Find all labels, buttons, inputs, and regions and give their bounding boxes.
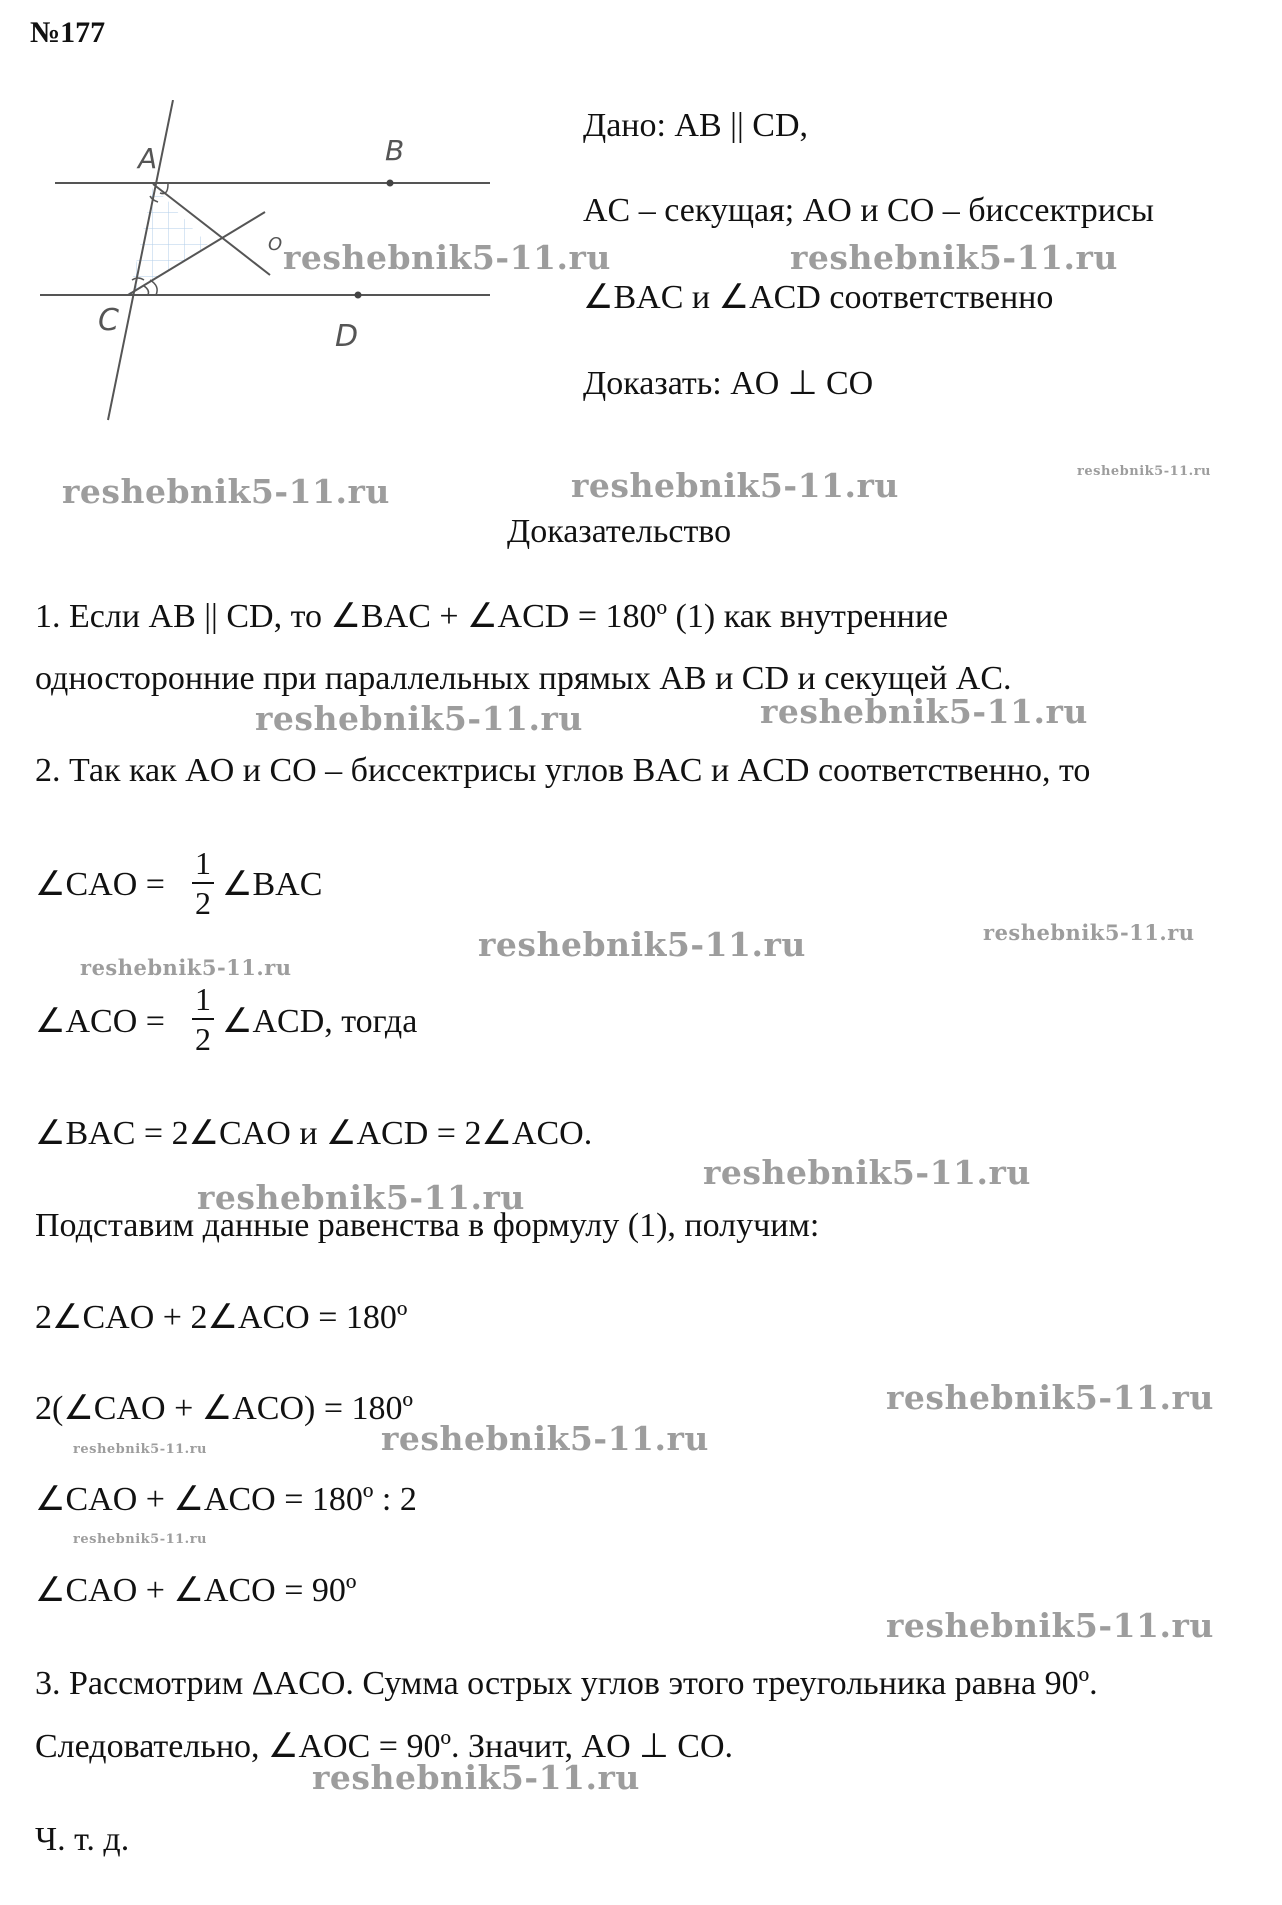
label-o: O: [268, 234, 283, 255]
proof-heading: Доказательство: [507, 513, 732, 550]
step-1-line-2: односторонние при параллельных прямых AB и CD и секущей AC.: [35, 660, 1012, 697]
watermark: reshebnik5-11.ru: [478, 925, 806, 964]
substitution-line: Подставим данные равенства в формулу (1), получим:: [35, 1207, 820, 1244]
label-a: A: [138, 142, 158, 175]
watermark: reshebnik5-11.ru: [80, 955, 292, 980]
watermark: reshebnik5-11.ru: [886, 1606, 1214, 1645]
eq2-fraction: [192, 982, 214, 1056]
step-3-line-1: 3. Рассмотрим ΔACO. Сумма острых углов этого треугольника равна 90º.: [35, 1665, 1098, 1702]
eq2-right: ∠ACD, тогда: [222, 1003, 418, 1040]
given-line-3: ∠BAC и ∠ACD соответственно: [583, 279, 1054, 316]
eq1-frac-num: 1: [195, 845, 211, 881]
eq2-left: ∠ACO =: [35, 1003, 165, 1040]
step-1-line-1: 1. Если AB || CD, то ∠BAC + ∠ACD = 180º (1) как внутренние: [35, 598, 949, 635]
angle-arc-c-2: [150, 280, 157, 295]
qed: Ч. т. д.: [35, 1821, 130, 1858]
eq2-frac-num: 1: [195, 981, 211, 1017]
eq5: 2(∠CAO + ∠ACO) = 180º: [35, 1390, 414, 1427]
step-3-line-2: Следовательно, ∠AOC = 90º. Значит, AO ⊥ CO.: [35, 1728, 734, 1765]
watermark: reshebnik5-11.ru: [381, 1419, 709, 1458]
eq2-frac-bar: [192, 1018, 214, 1020]
eq1-frac-den: 2: [195, 885, 211, 921]
watermark: reshebnik5-11.ru: [312, 1758, 640, 1797]
watermark: reshebnik5-11.ru: [571, 466, 899, 505]
watermark: reshebnik5-11.ru: [703, 1153, 1031, 1192]
eq6: ∠CAO + ∠ACO = 180º : 2: [35, 1481, 417, 1518]
eq4: 2∠CAO + 2∠ACO = 180º: [35, 1299, 408, 1336]
given-line-1: Дано: AB || CD,: [583, 107, 809, 144]
watermark: reshebnik5-11.ru: [983, 920, 1195, 945]
label-d: D: [335, 319, 359, 354]
eq2-frac-den: 2: [195, 1021, 211, 1057]
label-b: B: [385, 134, 405, 167]
watermark: reshebnik5-11.ru: [73, 1442, 208, 1457]
watermark: reshebnik5-11.ru: [886, 1378, 1214, 1417]
watermark: reshebnik5-11.ru: [197, 1178, 525, 1217]
prove-statement: Доказать: AO ⊥ CO: [583, 365, 874, 402]
watermark: reshebnik5-11.ru: [255, 699, 583, 738]
eq7: ∠CAO + ∠ACO = 90º: [35, 1572, 357, 1609]
eq3: ∠BAC = 2∠CAO и ∠ACD = 2∠ACO.: [35, 1115, 593, 1152]
step-2-line: 2. Так как AO и CO – биссектрисы углов BAC и ACD соответственно, то: [35, 752, 1091, 789]
given-line-2: AC – секущая; AO и CO – биссектрисы: [583, 192, 1154, 229]
watermark: reshebnik5-11.ru: [73, 1532, 208, 1547]
angle-arc-c: [144, 286, 149, 295]
label-c: C: [98, 303, 119, 338]
eq1-fraction: [192, 846, 214, 920]
watermark: reshebnik5-11.ru: [790, 238, 1118, 277]
watermark: reshebnik5-11.ru: [62, 472, 390, 511]
point-b: [387, 180, 394, 187]
watermark: reshebnik5-11.ru: [760, 692, 1088, 731]
eq1-left: ∠CAO =: [35, 866, 165, 903]
eq1-right: ∠BAC: [222, 866, 323, 903]
task-number: №177: [30, 16, 106, 49]
point-d: [355, 292, 362, 299]
watermark: reshebnik5-11.ru: [283, 238, 611, 277]
eq1-frac-bar: [192, 882, 214, 884]
watermark: reshebnik5-11.ru: [1077, 464, 1212, 479]
